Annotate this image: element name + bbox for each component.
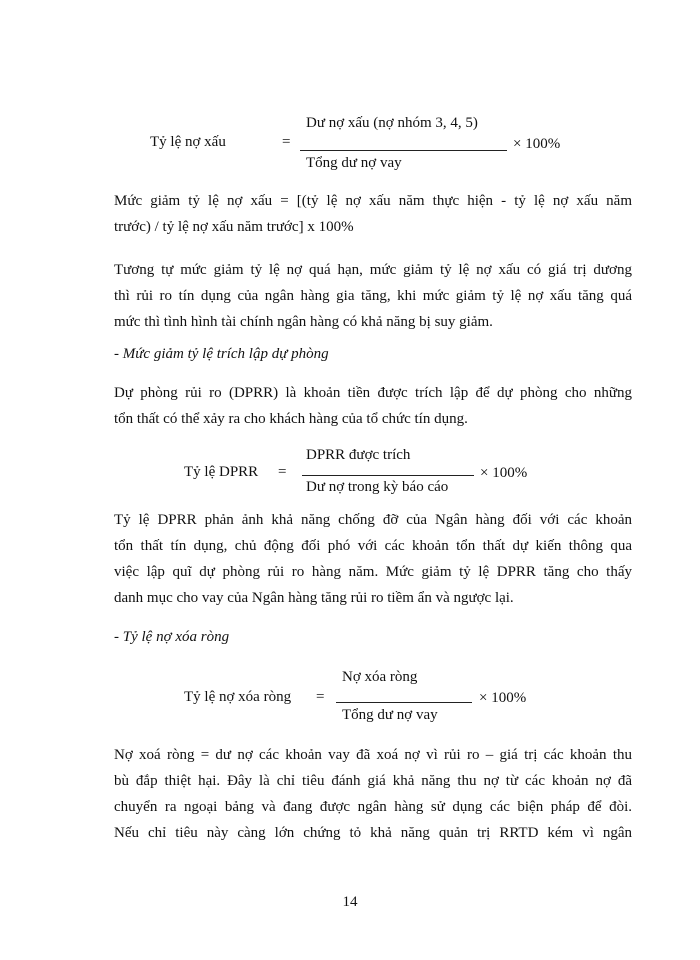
paragraph-dprr-meaning xyxy=(114,507,632,611)
text-line: trước) / tỷ lệ nợ xấu năm trước] x 100% xyxy=(114,219,354,235)
fraction-bar xyxy=(302,475,474,476)
text-line: Mức giảm tỷ lệ nợ xấu = [(tỷ lệ nợ xấu năm thực hiện - tỷ lệ nợ xấu năm xyxy=(114,193,632,209)
page-number: 14 xyxy=(342,894,358,910)
paragraph-bad-debt-reduction xyxy=(114,188,632,240)
text-line: Dự phòng rủi ro (DPRR) là khoản tiền được trích lập để dự phòng cho những xyxy=(114,385,632,401)
heading-writeoff: - Tỷ lệ nợ xóa ròng xyxy=(114,629,230,645)
text-line: Nợ xoá ròng = dư nợ các khoản vay đã xoá nợ vì rủi ro – giá trị các khoản thu xyxy=(114,747,632,763)
paragraph-writeoff xyxy=(114,742,632,846)
formula-label: Tỷ lệ nợ xóa ròng xyxy=(184,689,292,705)
formula-multiplier: × 100% xyxy=(513,136,561,152)
text-line: thì rủi ro tín dụng của ngân hàng gia tăng, khi mức giảm tỷ lệ nợ xấu tăng quá xyxy=(114,288,632,304)
text-line: mức thì tình hình tài chính ngân hàng có khả năng bị suy giảm. xyxy=(114,314,493,330)
formula-multiplier: × 100% xyxy=(480,465,528,481)
formula-equals: = xyxy=(282,134,291,150)
formula-denominator: Tổng dư nợ vay xyxy=(306,155,402,171)
formula-numerator: Dư nợ xấu (nợ nhóm 3, 4, 5) xyxy=(306,115,478,131)
fraction-bar xyxy=(300,150,507,151)
formula-multiplier: × 100% xyxy=(479,690,527,706)
fraction-bar xyxy=(336,702,472,703)
paragraph-similar xyxy=(114,257,632,335)
paragraph-provision-definition xyxy=(114,380,632,432)
text-line: danh mục cho vay của Ngân hàng tăng rủi ro tiềm ẩn và ngược lại. xyxy=(114,590,514,606)
text-line: tổn thất có thể xảy ra cho khách hàng của tổ chức tín dụng. xyxy=(114,411,468,427)
formula-label: Tỷ lệ nợ xấu xyxy=(150,134,226,150)
heading-provision: - Mức giảm tỷ lệ trích lập dự phòng xyxy=(114,346,329,362)
text-line: bù đắp thiệt hại. Đây là chỉ tiêu đánh giá khả năng thu nợ từ các khoản nợ đã xyxy=(114,773,632,789)
formula-equals: = xyxy=(278,464,287,480)
formula-denominator: Dư nợ trong kỳ báo cáo xyxy=(306,479,449,495)
text-line: tổn thất tín dụng, chủ động đối phó với các khoản tổn thất dự kiến thông qua xyxy=(114,538,632,554)
formula-label: Tỷ lệ DPRR xyxy=(184,464,259,480)
formula-equals: = xyxy=(316,689,325,705)
text-line: chuyển ra ngoại bảng và đang được ngân hàng sử dụng các biện pháp để đòi. xyxy=(114,799,632,815)
text-line: việc lập quĩ dự phòng rủi ro hàng năm. Mức giảm tỷ lệ DPRR tăng cho thấy xyxy=(114,564,632,580)
formula-numerator: DPRR được trích xyxy=(306,447,411,463)
formula-numerator: Nợ xóa ròng xyxy=(342,669,418,685)
text-line: Tương tự mức giảm tỷ lệ nợ quá hạn, mức giảm tỷ lệ nợ xấu có giá trị dương xyxy=(114,262,632,278)
formula-denominator: Tổng dư nợ vay xyxy=(342,707,438,723)
text-line: Tỷ lệ DPRR phản ảnh khả năng chống đỡ của Ngân hàng đối với các khoản xyxy=(114,512,632,528)
text-line: Nếu chỉ tiêu này càng lớn chứng tỏ khả năng quản trị RRTD kém vì ngân xyxy=(114,825,632,841)
